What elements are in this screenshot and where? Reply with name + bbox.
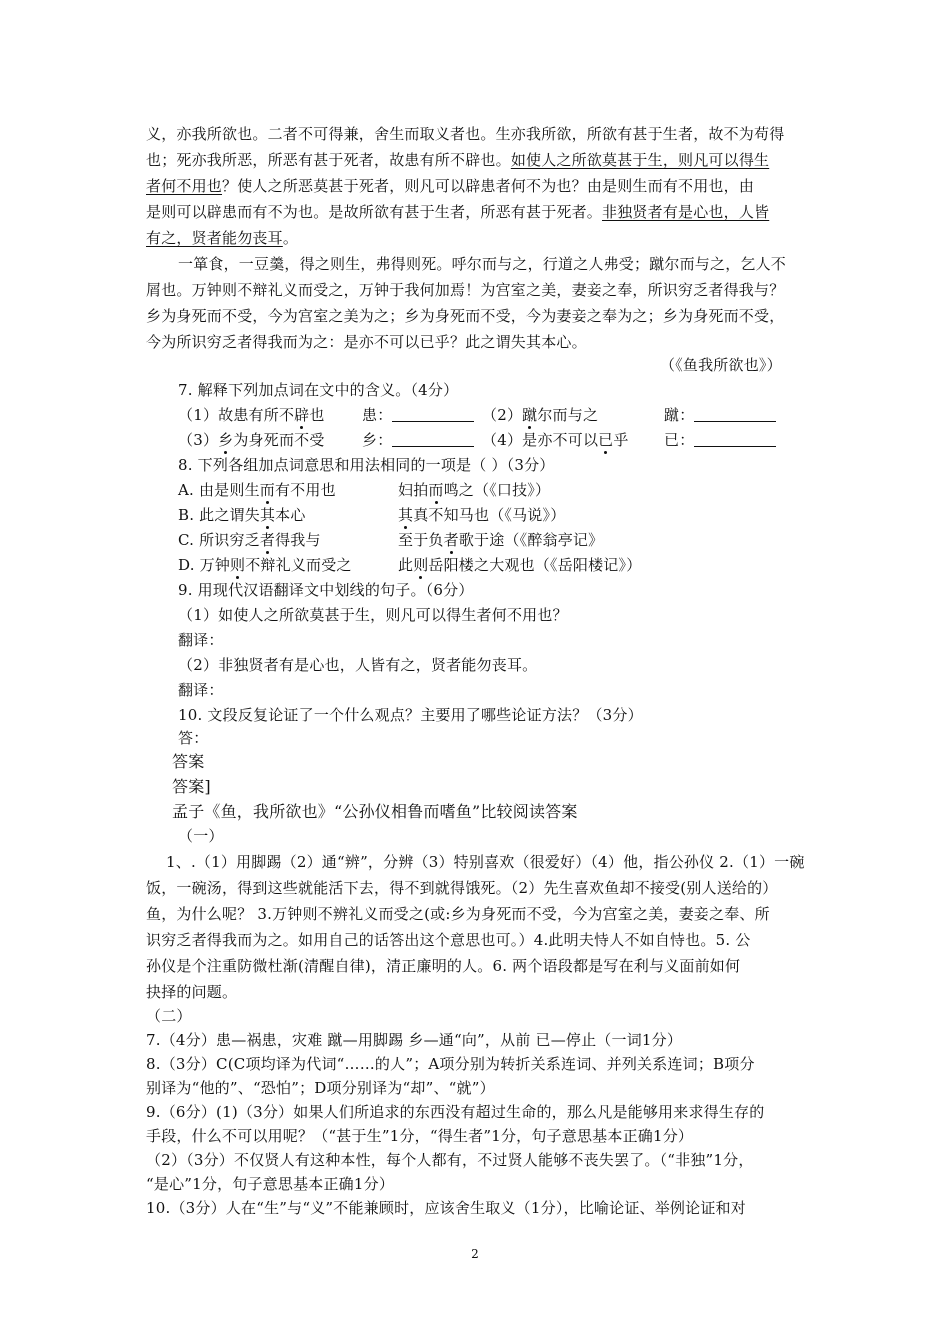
dotted-word: 其 [259,506,276,524]
document-page: 义，亦我所欲也。二者不可得兼，舍生而取义者也。生亦我所欲，所欲有甚于生者，故不为苟得 也；死亦我所恶，所恶有甚于死者，故患有所不辟也。如使人之所欲莫甚于生，则凡可以得生 者何不用也？使人之所恶莫甚于死者，则凡可以辟患者何不为也？由是则生而有不用也，由 是则可以辟患而有不为也。是故所欲有甚于生者，所恶有甚于死者。非独贤者有是心也，人皆 有之，贤者能勿丧耳。 一箪食，一豆羹，得之则生，弗得则死。呼尔而与之，行道之人弗受；蹴尔而与之，乞人不 屑也。万钟则不辩礼义而受之，万钟于我何加焉！为宫室之美，妻妾之奉，所识穷乏者得我与？ 乡为身死而不受，今为宫室之美为之；乡为身死而不受，今为妻妾之奉为之；乡为身死而不受， 今为所识穷乏者得我而为之：是亦不可以已乎？此之谓失其本心。 （《鱼我所欲也》） 7. 解释下列加点词在文中的含义。（4分） （1）故患有所不辟也 患： （2）蹴尔而与之 蹴： （3）乡为身死而不受 乡： （4）是亦不可以已乎 已： 8. 下列各组加点词意思和用法相同的一项是（ ）（3分） A. 由是则生而有不用也 妇拍而鸣之（《口技》） B. 此之谓失其本心 其真不知马也（《马说》） C. 所识穷乏者得我与 至于负者歌于途（《醉翁亭记》 D. 万钟则不辩礼义而受之 此则岳阳楼之大观也（《岳阳楼记》） 9. 用现代汉语翻译文中划线的句子。（6分） （1）如使人之所欲莫甚于生，则凡可以得生者何不用也？ 翻译： （2）非独贤者有是心也，人皆有之，贤者能勿丧耳。 翻译： 10. 文段反复论证了一个什么观点？主要用了哪些论证方法？（3分） 答： 答案 答案] 孟子《鱼，我所欲也》“公孙仪相鲁而嗜鱼”比较阅读答案 （一） 1、.（1）用脚踢（2）通“辨”，分辨（3）特别喜欢（很爱好）（4）他，指公孙仪 2.（1）一碗 饭，一碗汤，得到这些就能活下去，得不到就得饿死。（2）先生喜欢鱼却不接受(别人送给的） 鱼，为什么呢？ 3.万钟则不辨礼义而受之(或:乡为身死而不受，今为宫室之美，妻妾之奉、所 识穷乏者得我而为之。如用自己的话答出这个意思也可。）4.此明夫恃人不如自恃也。5. 公 孙仪是个注重防微杜渐(清醒自律)，清正廉明的人。6. 两个语段都是写在利与义面前如何 抉择的问题。 （二） 7.（4分）患—祸患，灾难 蹴—用脚踢 乡—通“向”，从前 已—停止（一词1分） 8.（3分）C(C项均译为代词“……的人”；A项分别为转折关系连词、并列关系连词；B项分 别译为“他的”、“恐怕”；D项分别译为“却”、“就”） 9.（6分）(1)（3分）如果人们所追求的东西没有超过生命的，那么凡是能够用来求得生存的 手段，什么不可以用呢？（“甚于生”1分，“得生者”1分，句子意思基本正确1分） （2）（3分）不仅贤人有这种本性，每个人都有，不过贤人能够不丧失罢了。（“非独”1分， “是心”1分，句子意思基本正确1分） 10.（3分）人在“生”与“义”不能兼顾时，应该舍生取义（1分），比喻论证、举例论证和对 2 [0,0,950,1344]
question-9-sentence-1: （1）如使人之所欲莫甚于生，则凡可以得生者何不用也？ [178,606,568,624]
answer-line: 识穷乏者得我而为之。如用自己的话答出这个意思也可。）4.此明夫恃人不如自恃也。5. 公 [146,931,751,949]
question-9-stem: 9. 用现代汉语翻译文中划线的句子。（6分） [178,581,474,599]
q7-label: 乡： [362,430,474,450]
question-7-stem: 7. 解释下列加点词在文中的含义。（4分） [178,381,459,399]
dotted-word: 而 [428,481,444,499]
q7-item-3: （3）乡为身死而不受 [178,431,325,449]
q7-label: 蹴： [664,405,776,425]
underlined-sentence: 有之，贤者能勿丧耳 [146,229,283,247]
answer-line: （2）（3分）不仅贤人有这种本性，每个人都有，不过贤人能够不丧失罢了。（“非独”1分， [146,1151,754,1169]
dotted-word: 乡 [218,431,234,449]
question-9-sentence-2: （2）非独贤者有是心也，人皆有之，贤者能勿丧耳。 [178,656,538,674]
passage-line: 义，亦我所欲也。二者不可得兼，舍生而取义者也。生亦我所欲，所欲有甚于生者，故不为苟得 [146,125,785,143]
answer-blank[interactable] [694,432,776,447]
passage-line: 今为所识穷乏者得我而为之：是亦不可以已乎？此之谓失其本心。 [146,333,587,351]
underlined-sentence: 如使人之所欲莫甚于生，则凡可以得生 [510,151,770,169]
passage-line: 者何不用也？使人之所恶莫甚于死者，则凡可以辟患者何不为也？由是则生而有不用也，由 [146,177,755,195]
passage-line: 也；死亦我所恶，所恶有甚于死者，故患有所不辟也。如使人之所欲莫甚于生，则凡可以得生 [146,151,770,169]
q7-label: 患： [362,405,474,425]
translation-label: 翻译： [178,681,224,699]
underlined-sentence: 者何不用也 [146,177,223,195]
answer-line: 8.（3分）C(C项均译为代词“……的人”；A项分别为转折关系连词、并列关系连词；B项分 [146,1055,755,1073]
passage-line: 乡为身死而不受，今为宫室之美为之；乡为身死而不受，今为妻妾之奉为之；乡为身死而不受， [146,307,785,325]
answer-line: 1、.（1）用脚踢（2）通“辨”，分辨（3）特别喜欢（很爱好）（4）他，指公孙仪 2.（1）一碗 [166,853,805,871]
answer-line: 别译为“他的”、“恐怕”；D项分别译为“却”、“就”） [146,1079,495,1097]
q7-item-1: （1）故患有所不辟也 [178,406,325,424]
answer-line: 手段，什么不可以用呢？（“甚于生”1分，“得生者”1分，句子意思基本正确1分） [146,1127,694,1145]
answer-line: 7.（4分）患—祸患，灾难 蹴—用脚踢 乡—通“向”，从前 已—停止（一词1分） [146,1031,683,1049]
dotted-word: 则 [413,556,429,574]
dotted-word: 而 [259,481,275,499]
answer-blank[interactable] [392,432,474,447]
page-number: 2 [471,1247,479,1261]
answer-blank[interactable] [694,407,776,422]
dotted-word: 其 [398,506,414,524]
answer-blank[interactable] [392,407,474,422]
answers-title: 孟子《鱼，我所欲也》“公孙仪相鲁而嗜鱼”比较阅读答案 [172,802,578,821]
q7-label: 已： [664,430,776,450]
q7-item-2: （2）蹴尔而与之 [482,406,599,424]
answer-line: 饭，一碗汤，得到这些就能活下去，得不到就得饿死。（2）先生喜欢鱼却不接受(别人送给的） [146,879,778,897]
answers-heading: 答案 [172,752,205,771]
section-label: （二） [146,1007,192,1025]
passage-line: 屑也。万钟则不辩礼义而受之，万钟于我何加焉！为宫室之美，妻妾之奉，所识穷乏者得我与？ [146,281,785,299]
answer-line: 孙仪是个注重防微杜渐(清醒自律)，清正廉明的人。6. 两个语段都是写在利与义面前如何 [146,957,741,975]
answer-line: “是心”1分，句子意思基本正确1分） [146,1175,395,1193]
answers-heading: 答案] [172,777,211,796]
answer-line: 10.（3分）人在“生”与“义”不能兼顾时，应该舍生取义（1分），比喻论证、举例论证和对 [146,1199,746,1217]
dotted-word: 蹴 [522,406,538,424]
passage-line: 是则可以辟患而有不为也。是故所欲有甚于生者，所恶有甚于死者。非独贤者有是心也，人皆 [146,203,770,221]
section-label: （一） [178,827,224,845]
translation-label: 翻译： [178,631,224,649]
passage-line: 有之，贤者能勿丧耳。 [146,229,299,247]
passage-line: 一箪食，一豆羹，得之则生，弗得则死。呼尔而与之，行道之人弗受；蹴尔而与之，乞人不 [178,255,787,273]
dotted-word: 辟 [294,406,310,424]
underlined-sentence: 非独贤者有是心也，人皆 [602,203,770,221]
dotted-word: 者 [443,531,459,549]
question-10-stem: 10. 文段反复论证了一个什么观点？主要用了哪些论证方法？（3分） [178,706,643,724]
dotted-word: 者 [259,531,276,549]
dotted-word: 已 [598,431,614,449]
q7-item-4: （4）是亦不可以已乎 [482,431,629,449]
question-8-stem: 8. 下列各组加点词意思和用法相同的一项是（ ）（3分） [178,456,555,474]
answer-label: 答： [178,729,209,747]
answer-line: 9.（6分）(1)（3分）如果人们所追求的东西没有超过生命的，那么凡是能够用来求得生存的 [146,1103,765,1121]
dotted-word: 则 [230,556,246,574]
answer-line: 抉择的问题。 [146,983,238,1001]
passage-source: （《鱼我所欲也》） [660,356,782,374]
answer-line: 鱼，为什么呢？ 3.万钟则不辨礼义而受之(或:乡为身死而不受，今为宫室之美，妻妾之奉、所 [146,905,770,923]
